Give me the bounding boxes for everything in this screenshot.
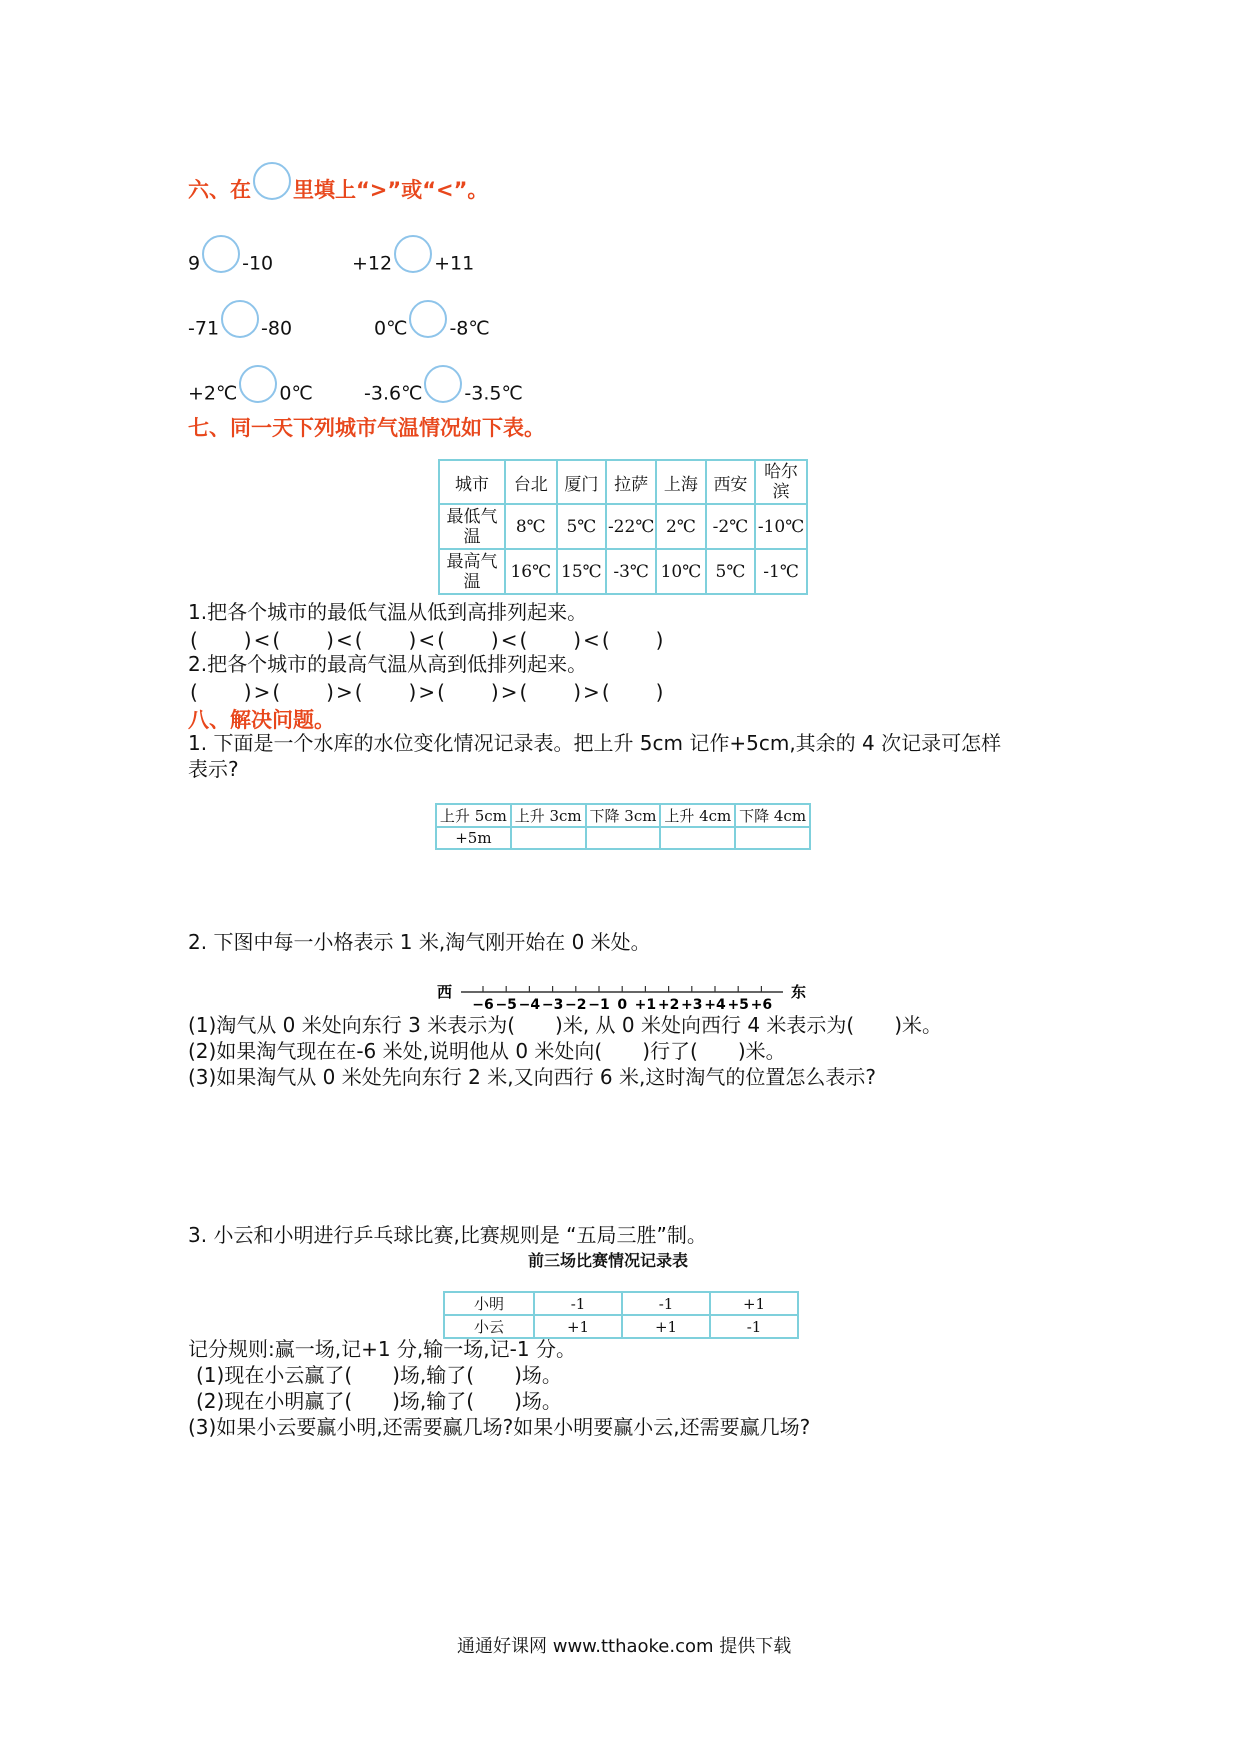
table-cell: +5m xyxy=(436,827,511,849)
table-cell: 16℃ xyxy=(505,549,557,594)
section8-title: 八、解决问题。 xyxy=(188,708,335,732)
table-cell: +1 xyxy=(710,1292,798,1315)
table-cell: 拉萨 xyxy=(606,460,656,504)
answer-cell[interactable] xyxy=(735,827,810,849)
compare-left: -71 xyxy=(188,317,220,340)
section6-title-post: 里填上“>”或“<”。 xyxy=(293,178,489,202)
answer-cell[interactable] xyxy=(586,827,661,849)
table-cell: 5℃ xyxy=(706,549,755,594)
table-cell: 10℃ xyxy=(656,549,706,594)
answer-blanks-7-2[interactable]: ( )>( )>( )>( )>( )>( ) xyxy=(190,680,666,704)
table-cell: -1℃ xyxy=(755,549,807,594)
table-cell: +1 xyxy=(622,1315,710,1338)
number-line-tick-label: +3 xyxy=(681,997,703,1013)
compare-item xyxy=(188,310,292,348)
number-line-tick-label: −4 xyxy=(518,997,541,1013)
table-cell: 小云 xyxy=(444,1315,534,1338)
problem-2-question-2: (2)如果淘气现在在-6 米处,说明他从 0 米处向( )行了( )米。 xyxy=(188,1039,786,1063)
compare-right: +11 xyxy=(434,252,475,275)
problem-3-question-3: (3)如果小云要赢小明,还需要赢几场?如果小明要赢小云,还需要赢几场? xyxy=(188,1415,811,1439)
section6-title-pre: 六、在 xyxy=(188,178,251,202)
table-cell: 上升 4cm xyxy=(660,804,735,827)
compare-circle-input[interactable] xyxy=(409,300,447,338)
number-line xyxy=(435,978,815,1014)
compare-circle-icon xyxy=(253,162,291,200)
problem-1-text-2: 表示? xyxy=(188,757,239,781)
temperature-table xyxy=(438,459,808,595)
compare-item xyxy=(364,375,523,413)
compare-right: 0℃ xyxy=(279,382,313,405)
number-line-tick-label: −5 xyxy=(495,997,517,1013)
number-line-tick-label: +1 xyxy=(634,997,657,1013)
question-7-1: 1.把各个城市的最低气温从低到高排列起来。 xyxy=(188,600,588,624)
compare-right: -10 xyxy=(242,252,274,275)
compare-left: 9 xyxy=(188,252,201,275)
table-header-row xyxy=(439,460,807,504)
table-cell: 台北 xyxy=(505,460,557,504)
problem-1-text: 1. 下面是一个水库的水位变化情况记录表。把上升 5cm 记作+5cm,其余的 4 次记录可怎样 xyxy=(188,731,1002,755)
number-line-tick-label: −3 xyxy=(541,997,564,1013)
table-header-row xyxy=(436,804,810,827)
compare-right: -80 xyxy=(261,317,293,340)
compare-right: -8℃ xyxy=(449,317,490,340)
problem-3-text: 3. 小云和小明进行乒乓球比赛,比赛规则是 “五局三胜”制。 xyxy=(188,1223,707,1247)
section7-title: 七、同一天下列城市气温情况如下表。 xyxy=(188,416,545,440)
problem-3-question-1: (1)现在小云赢了( )场,输了( )场。 xyxy=(196,1363,562,1387)
answer-cell[interactable] xyxy=(511,827,586,849)
number-line-tick-label: −1 xyxy=(588,997,610,1013)
table-cell: 哈尔滨 xyxy=(755,460,807,504)
table-row xyxy=(436,827,810,849)
table-cell: -10℃ xyxy=(755,504,807,549)
compare-left: -3.6℃ xyxy=(364,382,423,405)
number-line-tick-label: −2 xyxy=(565,997,587,1013)
problem-2-text: 2. 下图中每一小格表示 1 米,淘气刚开始在 0 米处。 xyxy=(188,930,651,954)
table-cell: -3℃ xyxy=(606,549,656,594)
compare-left: +2℃ xyxy=(188,382,238,405)
table-row xyxy=(439,549,807,594)
table-cell: 15℃ xyxy=(557,549,607,594)
answer-cell[interactable] xyxy=(660,827,735,849)
east-label: 东 xyxy=(791,983,807,1001)
number-line-tick-label: 0 xyxy=(617,997,628,1013)
table-cell: 西安 xyxy=(706,460,755,504)
table-cell: +1 xyxy=(534,1315,622,1338)
table-cell: 城市 xyxy=(439,460,505,504)
table-cell: -1 xyxy=(710,1315,798,1338)
table-cell: 小明 xyxy=(444,1292,534,1315)
table-cell: 5℃ xyxy=(557,504,607,549)
compare-right: -3.5℃ xyxy=(464,382,523,405)
table-row xyxy=(444,1292,798,1315)
table-cell: -1 xyxy=(534,1292,622,1315)
table-cell: -1 xyxy=(622,1292,710,1315)
table-cell: 上海 xyxy=(656,460,706,504)
compare-left: +12 xyxy=(352,252,393,275)
table-row xyxy=(439,504,807,549)
footer-text: 通通好课网 www.tthaoke.com 提供下载 xyxy=(457,1636,792,1657)
compare-circle-input[interactable] xyxy=(202,235,240,273)
compare-item xyxy=(188,245,273,283)
table-cell: -22℃ xyxy=(606,504,656,549)
table-cell: 2℃ xyxy=(656,504,706,549)
compare-circle-input[interactable] xyxy=(221,300,259,338)
table-cell: 厦门 xyxy=(557,460,607,504)
table-cell: 最低气温 xyxy=(439,504,505,549)
problem-2-question-3: (3)如果淘气从 0 米处先向东行 2 米,又向西行 6 米,这时淘气的位置怎么表示? xyxy=(188,1065,876,1089)
compare-left: 0℃ xyxy=(374,317,408,340)
table-cell: 上升 3cm xyxy=(511,804,586,827)
table-cell: -2℃ xyxy=(706,504,755,549)
compare-circle-input[interactable] xyxy=(424,365,462,403)
number-line-ticks xyxy=(472,986,772,1013)
table-cell: 8℃ xyxy=(505,504,557,549)
number-line-tick-label: +2 xyxy=(657,997,680,1013)
scoring-rule: 记分规则:赢一场,记+1 分,输一场,记-1 分。 xyxy=(188,1337,576,1361)
number-line-tick-label: −6 xyxy=(472,997,494,1013)
question-7-2: 2.把各个城市的最高气温从高到低排列起来。 xyxy=(188,652,588,676)
number-line-tick-label: +6 xyxy=(750,997,773,1013)
table-row xyxy=(444,1315,798,1338)
compare-item xyxy=(374,310,490,348)
table-cell: 下降 4cm xyxy=(735,804,810,827)
table-cell: 最高气温 xyxy=(439,549,505,594)
compare-circle-input[interactable] xyxy=(394,235,432,273)
number-line-tick-label: +5 xyxy=(727,997,749,1013)
table-cell: 下降 3cm xyxy=(586,804,661,827)
water-level-table xyxy=(435,803,811,850)
problem-3-question-2: (2)现在小明赢了( )场,输了( )场。 xyxy=(196,1389,562,1413)
match-table-title: 前三场比赛情况记录表 xyxy=(528,1251,689,1270)
match-record-table xyxy=(443,1291,799,1339)
section6-title xyxy=(188,172,488,210)
compare-circle-input[interactable] xyxy=(239,365,277,403)
compare-item xyxy=(188,375,313,413)
table-cell: 上升 5cm xyxy=(436,804,511,827)
problem-2-question-1: (1)淘气从 0 米处向东行 3 米表示为( )米, 从 0 米处向西行 4 米表示为( )米。 xyxy=(188,1013,943,1037)
west-label: 西 xyxy=(437,983,453,1001)
compare-item xyxy=(352,245,474,283)
number-line-tick-label: +4 xyxy=(704,997,726,1013)
answer-blanks-7-1[interactable]: ( )<( )<( )<( )<( )<( ) xyxy=(190,628,666,652)
